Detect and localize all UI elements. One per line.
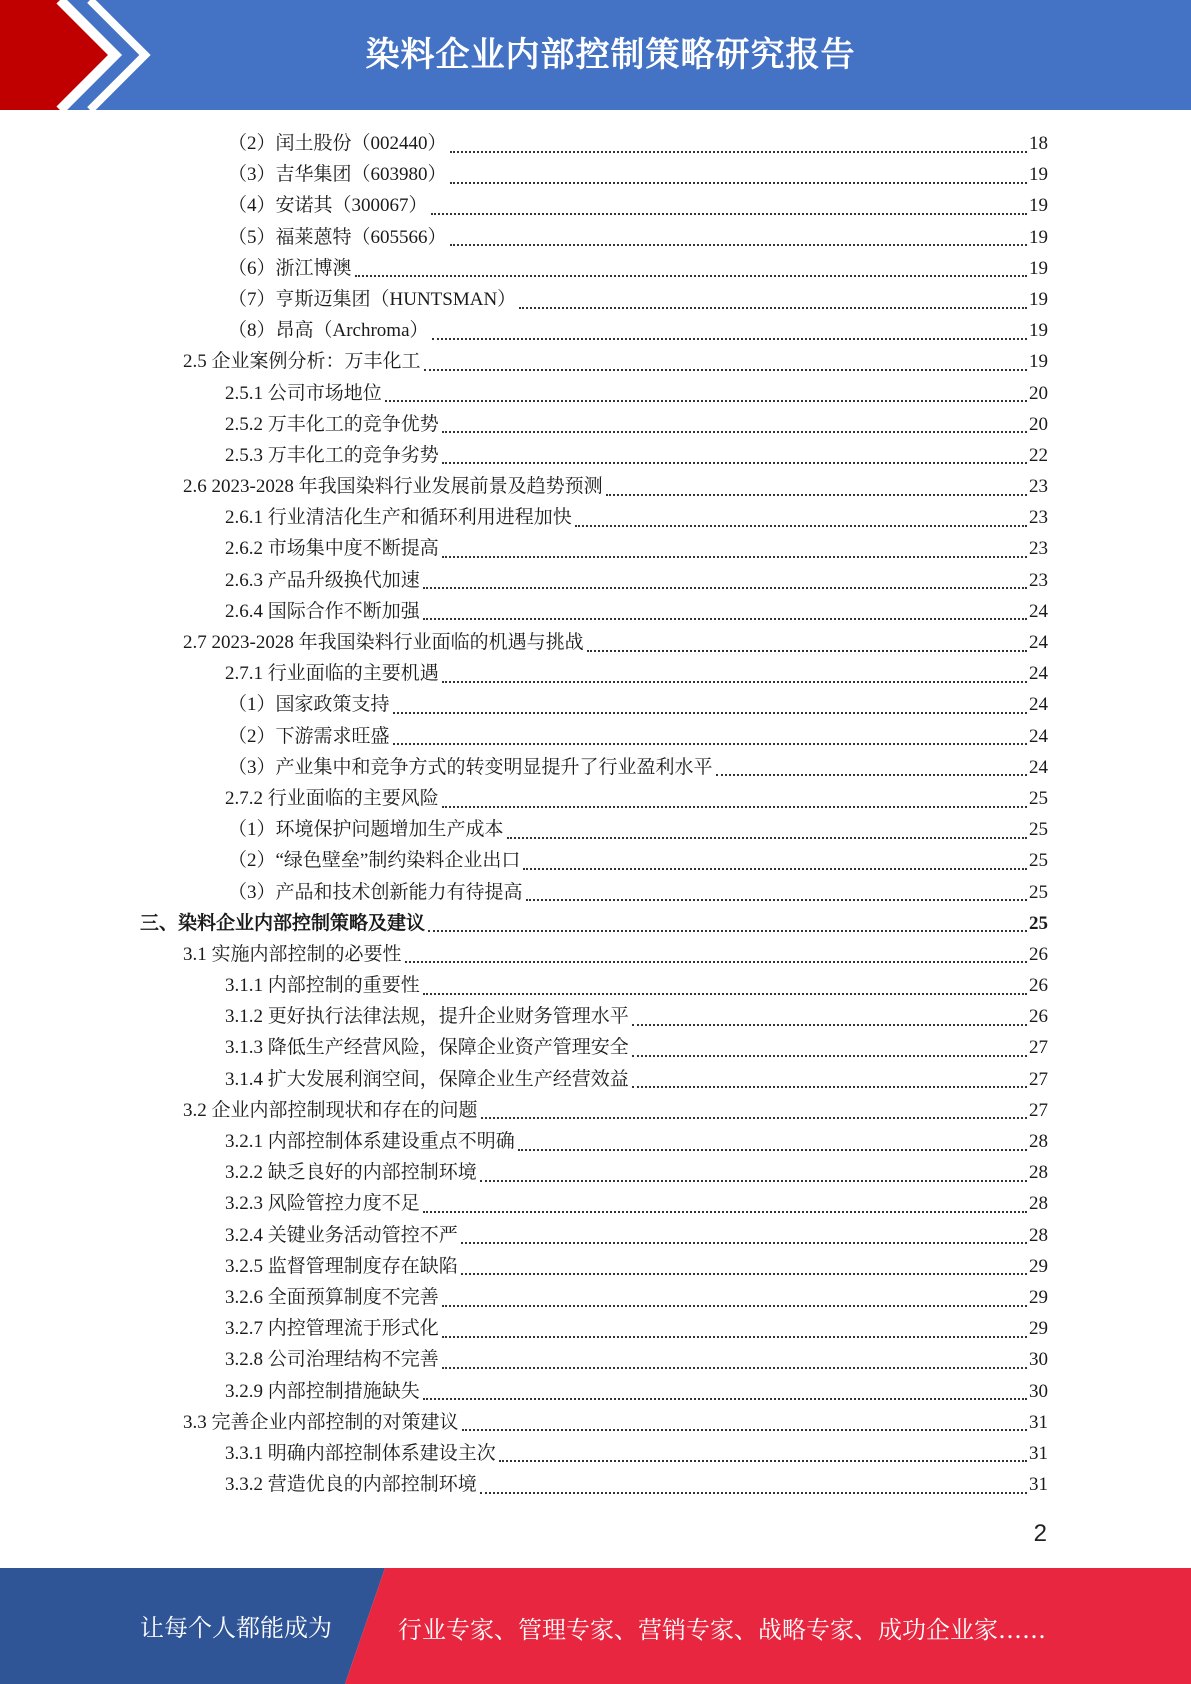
toc-entry-page-number: 19: [1029, 226, 1048, 248]
toc-entry[interactable]: [140, 1095, 1048, 1126]
toc-entry-page-number: 28: [1029, 1162, 1048, 1184]
toc-entry[interactable]: [140, 222, 1048, 253]
toc-dot-leader: [424, 369, 1027, 371]
toc-entry-page-number: 18: [1029, 133, 1048, 154]
page-footer: [0, 1568, 1191, 1684]
toc-dot-leader: [480, 1180, 1027, 1182]
toc-entry-page-number: 20: [1029, 413, 1048, 435]
toc-entry-page-number: 28: [1029, 1131, 1048, 1152]
toc-entry[interactable]: [140, 627, 1048, 658]
toc-entry[interactable]: [140, 1126, 1048, 1157]
toc-entry-title: （5）福莱蒽特（605566）: [228, 226, 447, 248]
toc-entry-page-number: 24: [1029, 694, 1048, 716]
page-header: [0, 0, 1191, 110]
toc-entry-title: 3.2.8 公司治理结构不完善: [225, 1349, 439, 1371]
toc-entry-title: 3.2 企业内部控制现状和存在的问题: [183, 1099, 478, 1121]
toc-entry-title: 2.5 企业案例分析：万丰化工: [183, 351, 421, 373]
toc-dot-leader: [499, 1460, 1027, 1462]
toc-entry-title: （6）浙江博澳: [228, 257, 352, 279]
toc-dot-leader: [428, 930, 1027, 932]
toc-entry-title: 3.2.7 内控管理流于形式化: [225, 1318, 439, 1340]
toc-entry[interactable]: [140, 1064, 1048, 1095]
toc-entry-page-number: 20: [1029, 382, 1048, 404]
toc-entry-title: 2.7.1 行业面临的主要机遇: [225, 663, 439, 685]
toc-entry[interactable]: [140, 939, 1048, 970]
toc-dot-leader: [442, 681, 1027, 683]
toc-dot-leader: [442, 462, 1027, 464]
toc-entry-page-number: 25: [1029, 881, 1048, 903]
toc-entry-page-number: 23: [1029, 538, 1048, 560]
toc-entry[interactable]: [140, 814, 1048, 845]
toc-dot-leader: [450, 151, 1027, 153]
toc-dot-leader: [450, 182, 1027, 184]
toc-dot-leader: [606, 494, 1027, 496]
toc-entry-page-number: 29: [1029, 1255, 1048, 1277]
toc-entry[interactable]: [140, 970, 1048, 1001]
toc-entry[interactable]: [140, 1407, 1048, 1438]
toc-dot-leader: [442, 806, 1027, 808]
footer-slogan-left: 让每个人都能成为: [140, 1614, 332, 1642]
toc-dot-leader: [442, 1336, 1027, 1338]
toc-entry[interactable]: [140, 440, 1048, 471]
toc-entry-page-number: 19: [1029, 288, 1048, 310]
toc-dot-leader: [442, 1305, 1027, 1307]
toc-entry[interactable]: [140, 689, 1048, 720]
toc-entry-title: 3.1.4 扩大发展利润空间，保障企业生产经营效益: [225, 1068, 629, 1090]
footer-slogan-right: 行业专家、管理专家、营销专家、战略专家、成功企业家……: [398, 1616, 1046, 1644]
toc-entry-page-number: 19: [1029, 164, 1048, 186]
toc-entry-page-number: 19: [1029, 351, 1048, 373]
toc-dot-leader: [432, 338, 1027, 340]
toc-entry-page-number: 25: [1029, 912, 1048, 934]
toc-entry-page-number: 29: [1029, 1318, 1048, 1340]
toc-dot-leader: [431, 213, 1027, 215]
toc-entry-title: 3.1 实施内部控制的必要性: [183, 943, 402, 965]
toc-entry-title: （1）环境保护问题增加生产成本: [228, 819, 504, 841]
toc-entry-page-number: 30: [1029, 1380, 1048, 1402]
toc-entry[interactable]: [140, 783, 1048, 814]
toc-entry-page-number: 24: [1029, 632, 1048, 653]
toc-entry-page-number: 24: [1029, 756, 1048, 778]
toc-entry-page-number: 30: [1029, 1349, 1048, 1371]
toc-entry[interactable]: [140, 596, 1048, 627]
document-title: 染料企业内部控制策略研究报告: [365, 35, 856, 75]
toc-entry[interactable]: [140, 533, 1048, 564]
toc-entry[interactable]: [140, 1157, 1048, 1188]
toc-dot-leader: [632, 1055, 1027, 1057]
toc-entry-page-number: 19: [1029, 320, 1048, 342]
toc-entry-title: （8）昂高（Archroma）: [228, 320, 429, 342]
toc-dot-leader: [481, 1117, 1027, 1119]
toc-entry-page-number: 24: [1029, 725, 1048, 747]
toc-entry-title: 3.1.3 降低生产经营风险，保障企业资产管理安全: [225, 1037, 629, 1059]
toc-dot-leader: [716, 774, 1027, 776]
page-number: 2: [1033, 1520, 1047, 1547]
toc-entry-title: 3.2.2 缺乏良好的内部控制环境: [225, 1162, 477, 1184]
toc-dot-leader: [526, 899, 1027, 901]
toc-entry-page-number: 27: [1029, 1099, 1048, 1121]
toc-entry-page-number: 24: [1029, 600, 1048, 622]
toc-dot-leader: [393, 743, 1027, 745]
toc-entry[interactable]: [140, 409, 1048, 440]
table-of-contents: [140, 128, 1048, 1500]
toc-entry-title: （3）产业集中和竞争方式的转变明显提升了行业盈利水平: [228, 756, 713, 778]
toc-entry-page-number: 25: [1029, 850, 1048, 872]
toc-entry-page-number: 29: [1029, 1286, 1048, 1308]
toc-dot-leader: [385, 400, 1027, 402]
toc-entry-title: 3.2.6 全面预算制度不完善: [225, 1286, 439, 1308]
toc-dot-leader: [587, 650, 1027, 652]
toc-entry[interactable]: [140, 471, 1048, 502]
toc-entry-title: （3）产品和技术创新能力有待提高: [228, 881, 523, 903]
toc-entry-title: 3.1.2 更好执行法律法规，提升企业财务管理水平: [225, 1006, 629, 1028]
toc-dot-leader: [423, 1398, 1027, 1400]
toc-entry-title: 2.7.2 行业面临的主要风险: [225, 787, 439, 809]
toc-entry[interactable]: [140, 1376, 1048, 1407]
toc-entry[interactable]: [140, 378, 1048, 409]
toc-entry-page-number: 31: [1029, 1474, 1048, 1496]
toc-entry-title: 2.5.3 万丰化工的竞争劣势: [225, 444, 439, 466]
toc-entry-page-number: 27: [1029, 1037, 1048, 1059]
toc-dot-leader: [575, 525, 1027, 527]
toc-entry[interactable]: [140, 845, 1048, 876]
toc-entry-page-number: 28: [1029, 1193, 1048, 1215]
toc-dot-leader: [442, 431, 1027, 433]
toc-entry-page-number: 23: [1029, 507, 1048, 529]
toc-entry-title: （7）亨斯迈集团（HUNTSMAN）: [228, 288, 517, 310]
toc-entry-title: 3.3.1 明确内部控制体系建设主次: [225, 1442, 496, 1464]
toc-entry[interactable]: [140, 1188, 1048, 1219]
toc-entry-title: 2.6.1 行业清洁化生产和循环利用进程加快: [225, 507, 572, 529]
toc-entry[interactable]: [140, 1032, 1048, 1063]
toc-entry-title: 3.3 完善企业内部控制的对策建议: [183, 1411, 459, 1433]
toc-dot-leader: [450, 244, 1027, 246]
toc-entry[interactable]: [140, 721, 1048, 752]
toc-dot-leader: [423, 993, 1027, 995]
toc-dot-leader: [461, 1273, 1027, 1275]
toc-entry-title: 2.5.2 万丰化工的竞争优势: [225, 413, 439, 435]
toc-dot-leader: [423, 618, 1027, 620]
toc-entry-page-number: 27: [1029, 1068, 1048, 1090]
toc-entry-page-number: 19: [1029, 257, 1048, 279]
toc-entry-page-number: 26: [1029, 975, 1048, 997]
toc-entry-title: （3）吉华集团（603980）: [228, 164, 447, 186]
toc-dot-leader: [507, 837, 1027, 839]
toc-entry[interactable]: [140, 284, 1048, 315]
toc-entry[interactable]: [140, 1344, 1048, 1375]
toc-entry[interactable]: [140, 1469, 1048, 1500]
toc-entry-page-number: 19: [1029, 195, 1048, 217]
toc-dot-leader: [632, 1024, 1027, 1026]
toc-entry-title: 2.5.1 公司市场地位: [225, 382, 382, 404]
toc-entry-title: 2.6.2 市场集中度不断提高: [225, 538, 439, 560]
toc-entry-page-number: 28: [1029, 1224, 1048, 1246]
toc-entry[interactable]: [140, 128, 1048, 159]
toc-dot-leader: [355, 275, 1027, 277]
toc-entry[interactable]: [140, 908, 1048, 939]
toc-entry[interactable]: [140, 1282, 1048, 1313]
toc-entry[interactable]: [140, 346, 1048, 377]
toc-entry-title: 3.1.1 内部控制的重要性: [225, 975, 420, 997]
toc-entry-title: 三、染料企业内部控制策略及建议: [140, 912, 426, 934]
toc-entry-page-number: 25: [1029, 819, 1048, 841]
toc-dot-leader: [461, 1242, 1027, 1244]
toc-entry-page-number: 26: [1029, 943, 1048, 965]
toc-entry-page-number: 23: [1029, 476, 1048, 498]
toc-dot-leader: [480, 1492, 1027, 1494]
toc-dot-leader: [393, 712, 1027, 714]
toc-entry[interactable]: [140, 315, 1048, 346]
toc-dot-leader: [442, 1367, 1027, 1369]
toc-dot-leader: [632, 1086, 1027, 1088]
toc-entry-title: 2.6.4 国际合作不断加强: [225, 600, 420, 622]
toc-entry-page-number: 22: [1029, 444, 1048, 466]
toc-entry[interactable]: [140, 190, 1048, 221]
toc-entry[interactable]: [140, 159, 1048, 190]
toc-entry-page-number: 31: [1029, 1411, 1048, 1433]
toc-entry-title: （4）安诺其（300067）: [228, 195, 428, 217]
toc-entry-title: 3.3.2 营造优良的内部控制环境: [225, 1474, 477, 1496]
toc-dot-leader: [462, 1429, 1027, 1431]
toc-entry-title: 3.2.3 风险管控力度不足: [225, 1193, 420, 1215]
toc-entry[interactable]: [140, 1438, 1048, 1469]
toc-entry-title: （2）下游需求旺盛: [228, 725, 390, 747]
toc-entry-page-number: 25: [1029, 787, 1048, 809]
toc-dot-leader: [442, 556, 1027, 558]
toc-entry-title: （2）闰土股份（002440）: [228, 133, 447, 154]
toc-entry-title: （1）国家政策支持: [228, 694, 390, 716]
toc-entry[interactable]: [140, 1313, 1048, 1344]
toc-entry[interactable]: [140, 877, 1048, 908]
toc-dot-leader: [523, 868, 1027, 870]
toc-entry-page-number: 23: [1029, 569, 1048, 591]
toc-dot-leader: [405, 961, 1027, 963]
toc-entry[interactable]: [140, 502, 1048, 533]
toc-entry[interactable]: [140, 1251, 1048, 1282]
toc-entry[interactable]: [140, 752, 1048, 783]
toc-entry-title: 2.6.3 产品升级换代加速: [225, 569, 420, 591]
toc-entry[interactable]: [140, 253, 1048, 284]
toc-entry-title: 3.2.1 内部控制体系建设重点不明确: [225, 1131, 515, 1152]
toc-entry[interactable]: [140, 658, 1048, 689]
toc-entry-title: 3.2.5 监督管理制度存在缺陷: [225, 1255, 458, 1277]
toc-entry-page-number: 26: [1029, 1006, 1048, 1028]
toc-dot-leader: [519, 307, 1027, 309]
toc-entry-page-number: 24: [1029, 663, 1048, 685]
toc-entry-title: （2）“绿色壁垒”制约染料企业出口: [228, 850, 521, 872]
toc-dot-leader: [518, 1149, 1027, 1151]
toc-entry-title: 3.2.4 关键业务活动管控不严: [225, 1224, 458, 1246]
toc-dot-leader: [423, 1211, 1027, 1213]
toc-entry[interactable]: [140, 1220, 1048, 1251]
toc-entry[interactable]: [140, 565, 1048, 596]
toc-entry-title: 2.7 2023-2028 年我国染料行业面临的机遇与挑战: [183, 632, 584, 653]
toc-entry-page-number: 31: [1029, 1442, 1048, 1464]
toc-dot-leader: [423, 587, 1027, 589]
toc-entry-title: 2.6 2023-2028 年我国染料行业发展前景及趋势预测: [183, 476, 603, 498]
toc-entry[interactable]: [140, 1001, 1048, 1032]
toc-entry-title: 3.2.9 内部控制措施缺失: [225, 1380, 420, 1402]
